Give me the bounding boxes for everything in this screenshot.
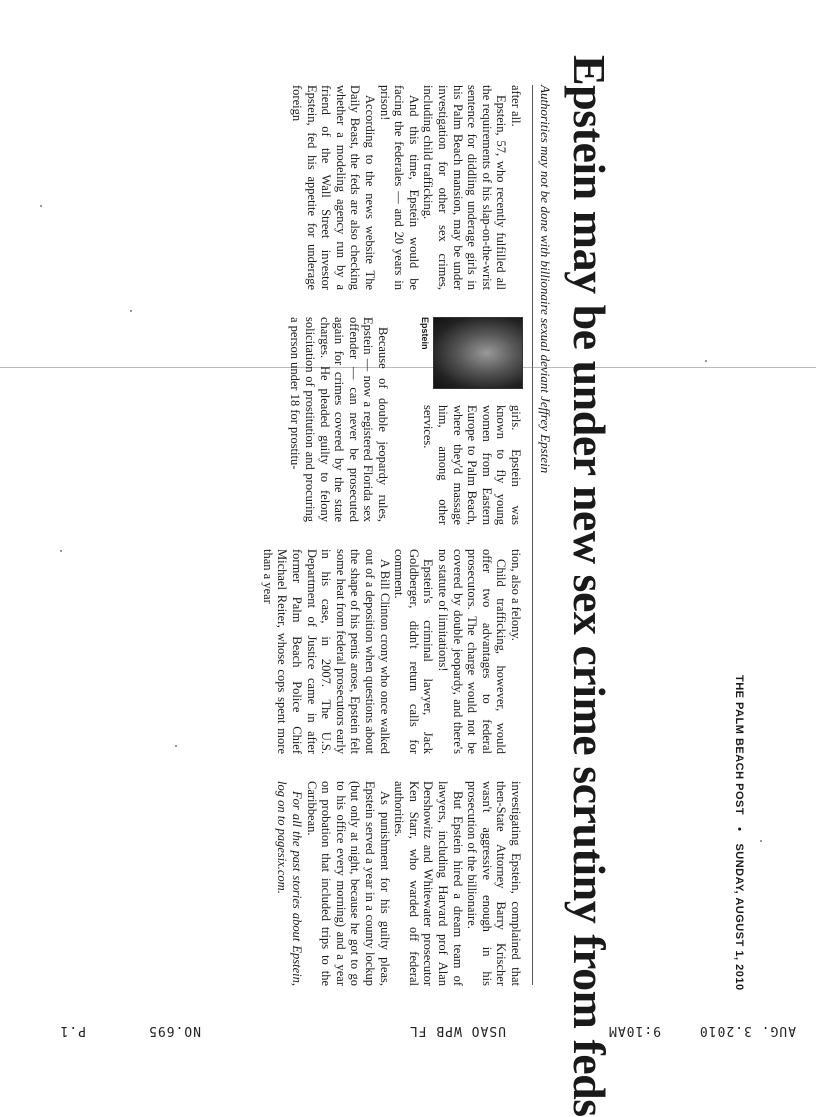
paragraph: But Epstein hired a dream team of lawyers, including Harvard prof Alan Dershowitz and Whitewater prosecutor Ken Starr, who warded off federal authorities. xyxy=(392,781,465,986)
column-4 xyxy=(275,781,523,986)
paragraph: For all the past stories about Epstein, log on to pagesix.com. xyxy=(275,781,305,986)
paragraph: investigating Epstein, complained that then-State Attorney Barry Krischer wasn't aggressive enough in his prosecution of the billionaire. xyxy=(465,781,523,986)
paragraph: Child trafficking, however, would offer two advantages to federal prosecutors. The charge would not be covered by double jeopardy, and there's no statute of limitations! xyxy=(436,549,509,754)
fax-number: NO.695 xyxy=(148,1023,201,1038)
fax-date: AUG. 3.2010 xyxy=(698,1023,796,1038)
column-1 xyxy=(290,85,524,290)
paragraph: As punishment for his guilty pleas, Epstein served a year in a county lockup (but only at night, because he got to go to his office every morning) and a year on probation that included trips to the Caribbean. xyxy=(304,781,392,986)
bullet-icon: • xyxy=(733,827,745,832)
paragraph: after all. xyxy=(509,85,523,127)
fax-sender: USAO WPB FL xyxy=(408,1023,506,1038)
paragraph: girls. Epstein was known to fly young women from Eastern Europe to Palm Beach, where they'd massage him, among other services. xyxy=(421,405,523,525)
paragraph: Epstein's criminal lawyer, Jack Goldberger, didn't return calls for comment. xyxy=(392,549,436,754)
fax-speck xyxy=(40,205,42,207)
fax-speck xyxy=(130,310,132,312)
fax-time: 9:10AM xyxy=(608,1023,661,1038)
paragraph: A Bill Clinton crony who once walked out of a deposition when questions about the shape of his penis arose, Epstein felt some heat from federal prosecutors early in his case, in 2007. The U.S. Department of Justice came in after former Palm Beach Police Chief Michael Reiter, whose cops spent more than a year xyxy=(260,549,392,754)
fax-page-number: P.1 xyxy=(59,1023,86,1038)
deck: Authorities may not be done with billionaire sexual deviant Jeffrey Epstein xyxy=(538,85,553,474)
paragraph: According to the news website The Daily Beast, the feds are also checking whether a modeling agency run by a friend of the Wall Street investor Epstein, fed his appetite for underage foreign xyxy=(290,85,378,290)
masthead-paper: THE PALM BEACH POST xyxy=(733,675,745,816)
divider xyxy=(532,85,533,985)
paragraph: Epstein, 57, who recently fulfilled all the requirements of his slap-on-the-wrist sentence for diddling underage girls in his Palm Beach mansion, may be under investigation for other sex crimes, including child trafficking. xyxy=(421,85,509,290)
photo-block xyxy=(411,317,523,397)
headline: Epstein may be under new sex crime scrutiny from feds xyxy=(564,55,615,1117)
fax-speck xyxy=(175,745,177,747)
column-2-top xyxy=(421,405,523,525)
fax-speck xyxy=(60,550,62,552)
fax-speck xyxy=(760,840,762,842)
photo-caption: Epstein xyxy=(420,317,430,350)
fax-transmission-header xyxy=(0,1018,816,1042)
paragraph: Because of double jeopardy rules, Epstein — now a registered Florida sex offender — can never be prosecuted again for crimes covered by the state charges. He pleaded guilty to felony solicitation of prostitution and procuring a person under 18 for prostitu- xyxy=(288,317,390,522)
paragraph: tion, also a felony. xyxy=(509,549,523,641)
masthead-date: SUNDAY, AUGUST 1, 2010 xyxy=(733,843,745,991)
portrait-photo xyxy=(433,317,523,389)
fax-speck xyxy=(705,360,707,362)
column-2-bottom xyxy=(288,317,390,522)
paragraph: And this time, Epstein would be facing the federales — and 20 years in prison! xyxy=(377,85,421,290)
column-3 xyxy=(260,549,523,754)
masthead xyxy=(733,675,745,1015)
